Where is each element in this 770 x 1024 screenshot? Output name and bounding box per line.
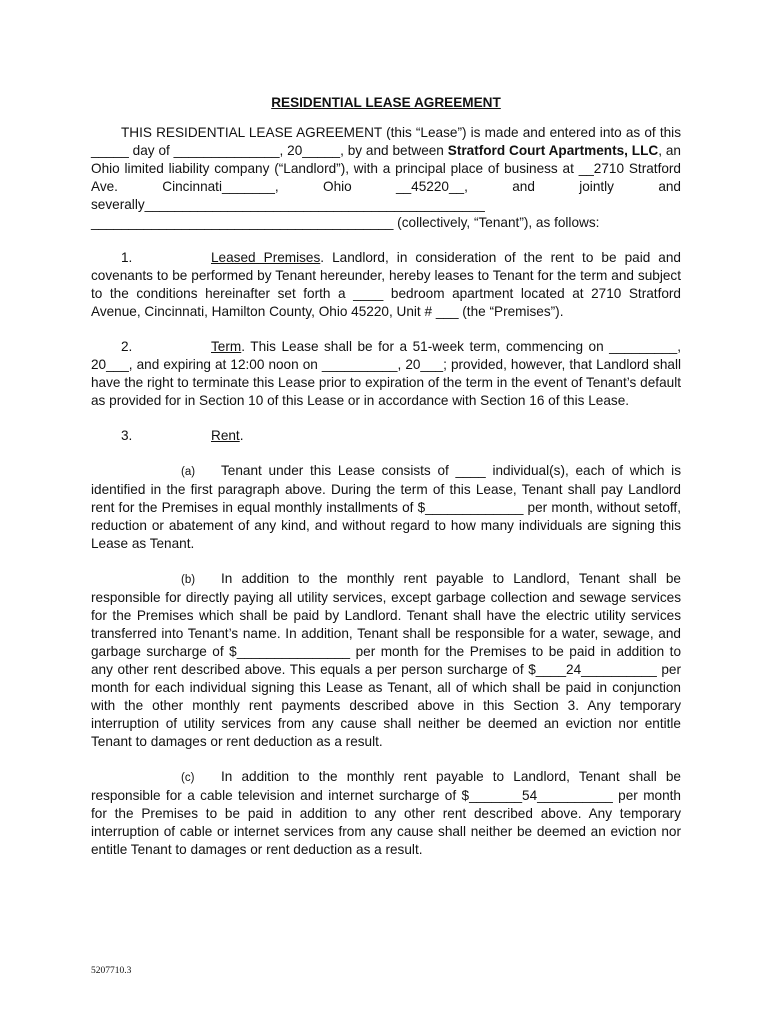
section-3b [91,570,681,751]
section-1-number: 1. [121,250,133,265]
section-3-number: 3. [121,428,133,443]
landlord-name: Stratford Court Apartments, LLC [447,143,659,158]
section-2-heading: Term [211,339,242,354]
document-title: RESIDENTIAL LEASE AGREEMENT [271,95,501,110]
document-body [91,94,681,876]
document-footer-code: 5207710.3 [91,966,132,976]
section-3a-label: (a) [181,466,196,478]
section-2-text: . This Lease shall be for a 51-week term, commencing on _________, 20___, and expiring at 12:00 noon on __________, 20___; provided, however, that Landlord shall have the right to terminate this Lease prior to expiration of the term in the event of Tenant’s default as provided for in Section 10 of this Lease or in accordance with Section 16 of this Lease. [91,339,681,408]
section-3c-text: In addition to the monthly rent payable to Landlord, Tenant shall be responsible for a cable television and internet surcharge of $_______54__________ per month for the Premises to be paid in addition to any other rent described above. Any temporary interruption of cable or internet services from any cause shall neither be deemed an eviction nor entitle Tenant to damages or rent deduction as a result. [91,769,681,857]
section-2-number: 2. [121,339,133,354]
intro-paragraph [91,124,681,232]
section-3c-label: (c) [181,772,195,784]
section-3b-text: In addition to the monthly rent payable to Landlord, Tenant shall be responsible for directly paying all utility services, except garbage collection and sewage services for the Premises which shall be paid by Landlord. Tenant shall have the electric utility services transferred into Tenant’s name. In addition, Tenant shall be responsible for a water, sewage, and garbage surcharge of $_______________ per month for the Premises to be paid in addition to any other rent described above. This equals a per person surcharge of $____24__________ per month for each individual signing this Lease as Tenant, all of which shall be paid in conjunction with the other monthly rent payments described above in this Section 3. Any temporary interruption of utility services from any cause shall neither be deemed an eviction nor entitle Tenant to damages or rent deduction as a result. [91,571,681,749]
intro-text-2: , an Ohio limited liability company (“Landlord”), with a principal place of business at __2710 Stratford Ave. Cincinnati_______, Ohio __45220__, and jointly and severally_____________________________________________ ________________________________________ (collectively, “Tenant”), as follows: [91,143,681,230]
section-2-term [91,338,681,410]
section-1-text: . Landlord, in consideration of the rent to be paid and covenants to be performed by Tenant hereunder, hereby leases to Tenant for the term and subject to the conditions hereinafter set forth a ____ bedroom apartment located at 2710 Stratford Avenue, Cincinnati, Hamilton County, Ohio 45220, Unit # ___ (the “Premises”). [91,250,681,319]
section-1-heading: Leased Premises [211,250,321,265]
section-3-heading: Rent [211,428,240,443]
intro-text-1: THIS RESIDENTIAL LEASE AGREEMENT (this “Lease”) is made and entered into as of this _____ day of ______________, 20_____, by and between [91,125,681,158]
section-3-period: . [239,428,244,443]
section-3c [91,768,681,859]
section-3b-label: (b) [181,574,196,586]
section-3a-text: Tenant under this Lease consists of ____ individual(s), each of which is identified in the first paragraph above. During the term of this Lease, Tenant shall pay Landlord rent for the Premises in equal monthly installments of $_____________ per month, without setoff, reduction or abatement of any kind, and without regard to how many individuals are signing this Lease as Tenant. [91,463,681,551]
section-1-leased-premises [91,249,681,321]
section-3a [91,462,681,553]
section-3-rent [91,427,681,445]
